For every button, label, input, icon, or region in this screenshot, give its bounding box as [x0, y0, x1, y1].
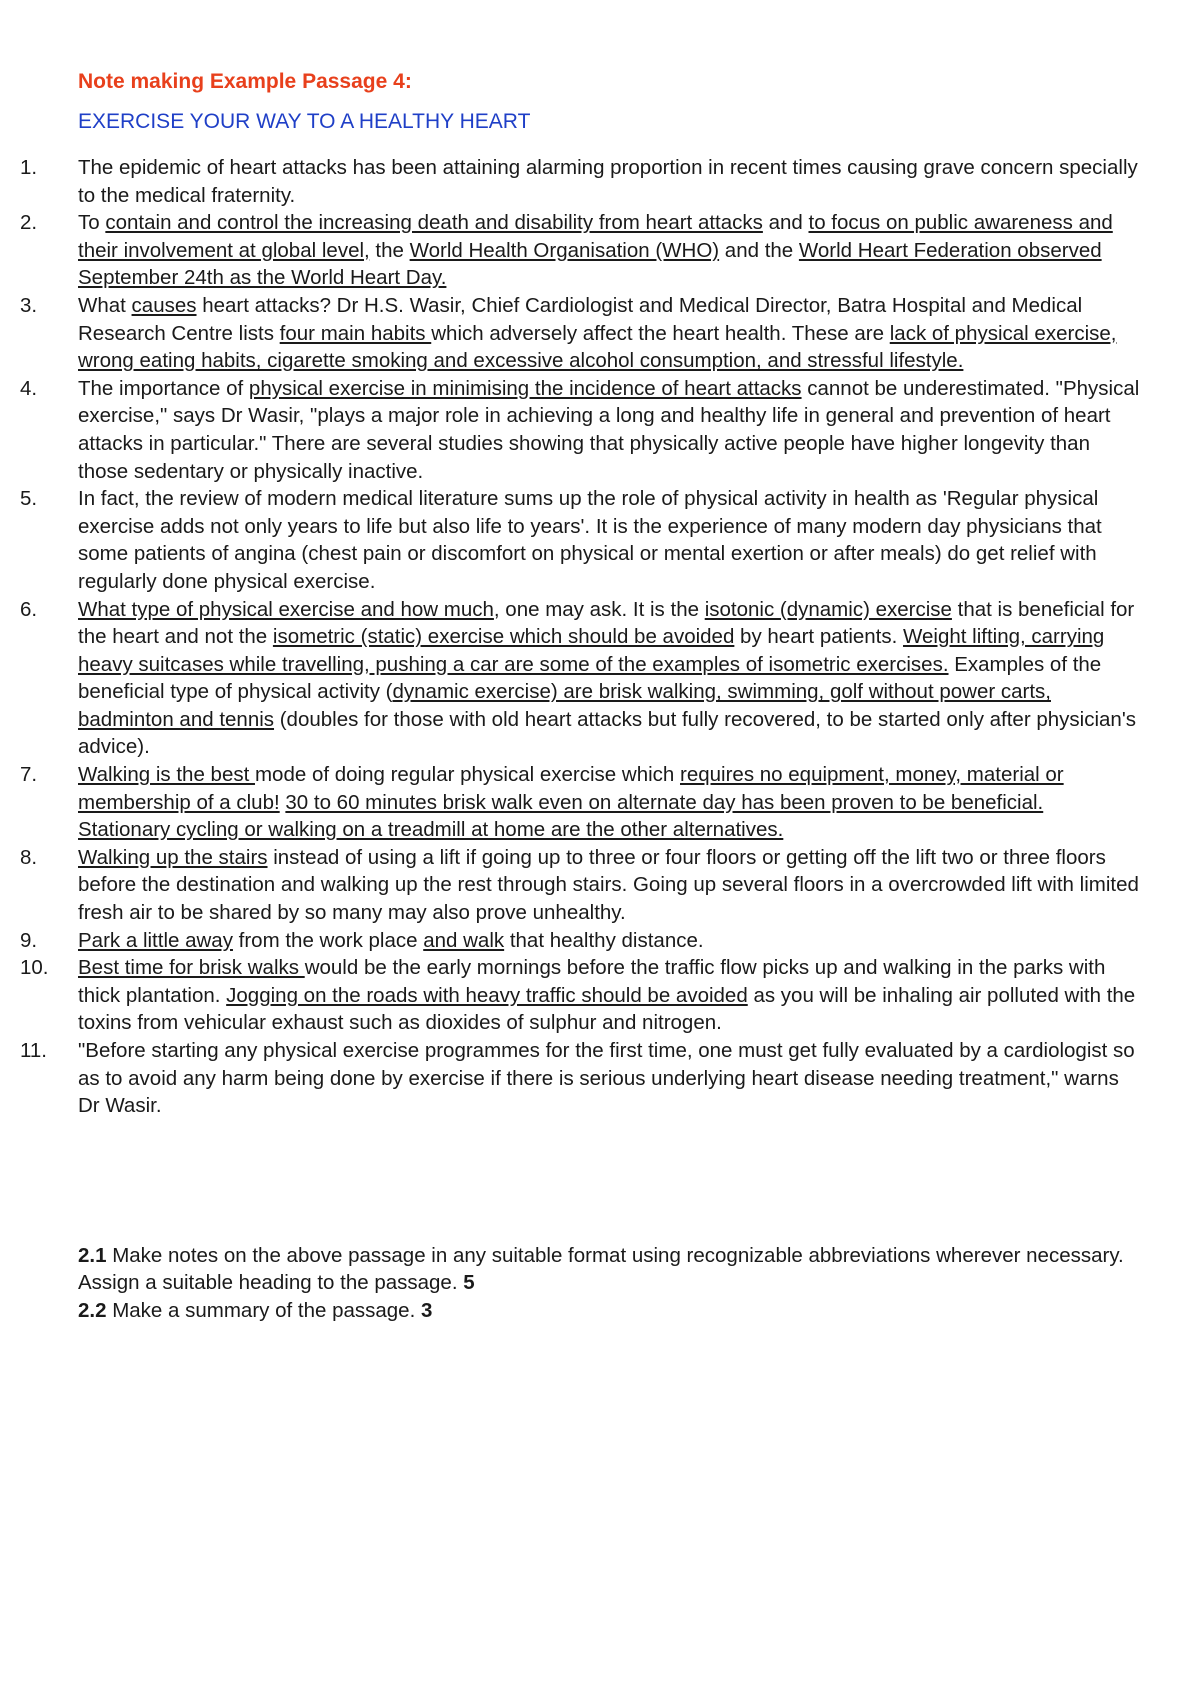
paragraph-text: would be the early mornings before the traffic flow picks up and walking in the parks with thick plantation. [78, 956, 1106, 1007]
paragraph-number: 2. [20, 211, 38, 235]
paragraph-text: mode of doing regular physical exercise which [254, 763, 681, 787]
paragraph-text: (doubles for those with old heart attacks but fully recovered, to be started only after physician's advice). [78, 707, 1136, 759]
paragraph-text: instead of using a lift if going up to three or four floors or getting off the lift two or three floors before the destination and walking up the rest through stairs. Going up several floors in a overcrowded lift with limited fresh air to be shared by so many may also prove unhealthy. [78, 845, 1139, 925]
task-item [78, 1297, 1140, 1325]
underlined-key-phrase: isotonic (dynamic) exercise [704, 597, 952, 621]
passage-paragraph [20, 1037, 1140, 1120]
underlined-key-phrase: Park a little away [78, 928, 233, 952]
underlined-key-phrase: isometric (static) exercise which should be avoided [272, 625, 735, 649]
underlined-key-phrase: and walk [423, 928, 505, 952]
paragraph-number: 3. [20, 293, 38, 317]
underlined-key-phrase: four main habits [279, 321, 432, 345]
paragraph-text: The epidemic of heart attacks has been attaining alarming proportion in recent times causing grave concern specially to the medical fraternity. [78, 156, 1138, 207]
task-list [78, 1242, 1140, 1325]
underlined-key-phrase: World Health Organisation (WHO) [409, 238, 720, 262]
passage-paragraph [20, 954, 1140, 1037]
passage-paragraph-list [20, 154, 1140, 1120]
paragraph-text: that is beneficial for the heart and not the [78, 597, 1135, 649]
passage-paragraph [20, 375, 1140, 485]
underlined-key-phrase: What type of physical exercise and how much [78, 597, 494, 621]
paragraph-number: 8. [20, 845, 38, 869]
paragraph-number: 10. [20, 956, 49, 980]
paragraph-text: In fact, the review of modern medical literature sums up the role of physical activity in health as 'Regular physical exercise adds not only years to life but also life to years'. It is the experience of many modern day physicians that some patients of angina (chest pain or discomfort on physical or mental exertion or after meals) do get relief with regularly done physical exercise. [78, 487, 1102, 593]
paragraph-text: "Before starting any physical exercise programmes for the first time, one must get fully evaluated by a cardiologist so as to avoid any harm being done by exercise if there is serious underlying heart disease needing treatment," warns Dr Wasir. [78, 1039, 1135, 1118]
paragraph-number: 6. [20, 597, 38, 621]
underlined-key-phrase: World Heart Federation observed September 24th as the World Heart Day. [78, 238, 1102, 290]
paragraph-number: 4. [20, 376, 38, 400]
underlined-key-phrase: Jogging on the roads with heavy traffic should be avoided [226, 983, 748, 1007]
underlined-key-phrase: lack of physical exercise, wrong eating habits, cigarette smoking and excessive alcohol consumption, and stressful lifestyle. [78, 321, 1117, 373]
passage-paragraph [20, 596, 1140, 762]
task-item [78, 1242, 1140, 1297]
underlined-key-phrase: contain and control the increasing death and disability from heart attacks [105, 211, 763, 235]
underlined-key-phrase: causes [131, 293, 197, 317]
paragraph-text: Examples of the beneficial type of physical activity ( [78, 652, 1102, 704]
paragraph-number: 11. [20, 1039, 47, 1062]
paragraph-text: by heart patients. [734, 625, 904, 649]
paragraph-number: 7. [20, 763, 38, 787]
underlined-key-phrase: Walking is the best [78, 763, 255, 787]
underlined-key-phrase: 30 to 60 minutes brisk walk even on alternate day has been proven to be beneficial. Stationary cycling or walking on a treadmill at home are the other alternatives. [78, 790, 1044, 842]
task-text: Make notes on the above passage in any suitable format using recognizable abbreviations wherever necessary. Assign a suitable heading to the passage. [78, 1243, 1124, 1295]
task-number: 2.2 [78, 1298, 107, 1322]
paragraph-text: the [369, 238, 410, 262]
underlined-key-phrase: Walking up the stairs [78, 845, 268, 869]
task-text: Make a summary of the passage. [106, 1298, 421, 1322]
passage-paragraph [20, 844, 1140, 927]
paragraph-number: 5. [20, 487, 38, 511]
paragraph-number: 9. [20, 928, 38, 952]
passage-paragraph [20, 761, 1140, 844]
underlined-key-phrase: physical exercise in minimising the incidence of heart attacks [248, 376, 802, 400]
underlined-key-phrase: to focus on public awareness and their involvement at global level, [78, 211, 1113, 262]
passage-paragraph [20, 927, 1140, 955]
paragraph-text: What [78, 293, 132, 317]
paragraph-text: as you will be inhaling air polluted with the toxins from vehicular exhaust such as dioxides of sulphur and nitrogen. [78, 983, 1136, 1035]
paragraph-text: and [762, 211, 809, 235]
paragraph-text: The importance of [78, 376, 249, 400]
paragraph-text: which adversely affect the heart health. These are [431, 321, 890, 345]
passage-paragraph [20, 292, 1140, 375]
paragraph-text: To [78, 211, 106, 235]
paragraph-text: from the work place [232, 928, 424, 952]
underlined-key-phrase: dynamic exercise) are brisk walking, swimming, golf without power carts, badminton and tennis [78, 680, 1051, 731]
passage-paragraph [20, 485, 1140, 595]
passage-label: Note making Example Passage 4: [78, 70, 412, 93]
underlined-key-phrase: Best time for brisk walks [78, 956, 305, 980]
underlined-key-phrase: Weight lifting, carrying heavy suitcases while travelling, pushing a car are some of the examples of isometric exercises. [78, 625, 1105, 676]
passage-title: EXERCISE YOUR WAY TO A HEALTHY HEART [78, 110, 531, 133]
task-number: 2.1 [78, 1243, 107, 1267]
task-marks: 5 [463, 1271, 475, 1295]
passage-paragraph [20, 209, 1140, 292]
paragraph-text: that healthy distance. [504, 928, 704, 952]
paragraph-text: cannot be underestimated. "Physical exercise," says Dr Wasir, "plays a major role in achieving a long and healthy life in general and prevention of heart attacks in particular." There are several studies showing that physically active people have higher longevity than those sedentary or physically inactive. [78, 376, 1140, 483]
paragraph-text: , one may ask. It is the [493, 597, 705, 621]
task-marks: 3 [420, 1298, 433, 1322]
underlined-key-phrase: requires no equipment, money, material or membership of a club! [78, 763, 1064, 814]
paragraph-number: 1. [20, 156, 38, 179]
paragraph-text: heart attacks? Dr H.S. Wasir, Chief Cardiologist and Medical Director, Batra Hospital and Medical Research Centre lists [78, 293, 1083, 345]
passage-paragraph [20, 154, 1140, 209]
paragraph-text: and the [719, 238, 799, 262]
